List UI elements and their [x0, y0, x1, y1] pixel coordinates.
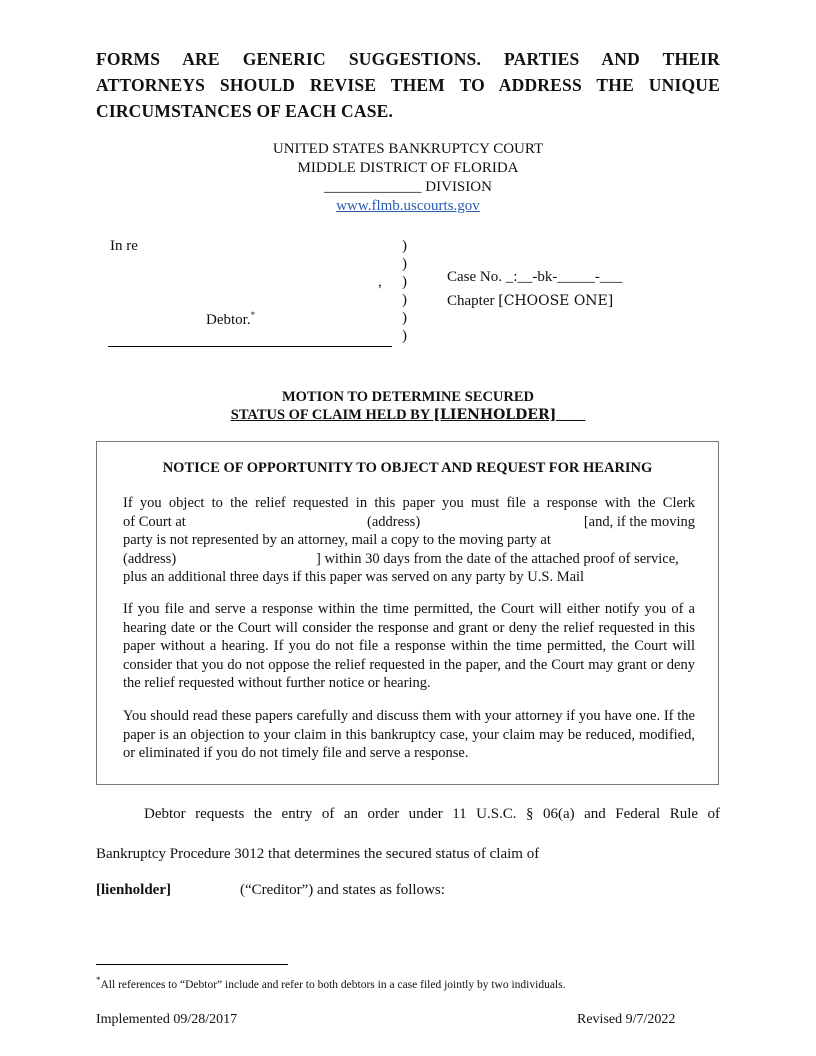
banner-line-1: FORMS ARE GENERIC SUGGESTIONS. PARTIES AND THEIR — [96, 49, 720, 69]
notice-p1-line-3: party is not represented by an attorney, mail a copy to the moving party at — [123, 532, 551, 548]
paren-5: ) — [402, 310, 407, 326]
footnote-marker: * — [96, 975, 101, 985]
footnote — [96, 975, 565, 991]
paren-1: ) — [402, 238, 407, 254]
motion-title-lienholder: [LIENHOLDER] — [433, 407, 557, 423]
paren-3: ) — [402, 274, 407, 290]
chapter-value: [CHOOSE ONE] — [498, 293, 614, 309]
paren-2: ) — [402, 256, 407, 272]
case-number: Case No. _:__-bk-_____-___ — [447, 269, 623, 285]
debtor-footnote-marker: * — [250, 310, 256, 320]
in-re-label: In re — [110, 238, 138, 254]
motion-title-line-2 — [0, 406, 816, 424]
footnote-rule — [96, 964, 288, 965]
notice-paragraph-1 — [123, 494, 695, 587]
body-lienholder: [lienholder] — [96, 882, 171, 898]
court-website-link[interactable]: www.flmb.uscourts.gov — [336, 198, 480, 214]
debtor-label — [206, 310, 255, 329]
notice-within-30-days: ] within 30 days from the date of the attached proof of service, — [316, 550, 679, 567]
body-line-1: Debtor requests the entry of an order under 11 U.S.C. § 06(a) and Federal Rule of — [144, 806, 720, 822]
body-line-3: (“Creditor”) and states as follows: — [240, 882, 445, 898]
court-name: UNITED STATES BANKRUPTCY COURT — [272, 141, 544, 157]
court-division — [0, 178, 816, 197]
notice-p1-line-5: plus an additional three days if this paper was served on any party by U.S. Mail — [123, 569, 585, 585]
caption-comma: , — [378, 274, 382, 290]
body-line-2: Bankruptcy Procedure 3012 that determines the secured status of claim of — [96, 846, 540, 862]
motion-title-line-1: MOTION TO DETERMINE SECURED — [281, 389, 535, 405]
division-label: DIVISION — [425, 179, 492, 195]
notice-p1-line-2 — [123, 513, 695, 532]
caption-parentheses — [402, 237, 407, 345]
banner-line-2: ATTORNEYS SHOULD REVISE THEM TO ADDRESS THE UNIQUE — [96, 75, 720, 95]
debtor-name-line — [108, 346, 392, 347]
banner-line-3: CIRCUMSTANCES OF EACH CASE. — [96, 101, 394, 121]
notice-paragraph-2: If you file and serve a response within the time permitted, the Court will either notify you of a hearing date or the Court will consider the response and grant or deny the relief requested in this paper without a hearing. If you do not file a response within the time permitted, the Court will consider that you do not oppose the relief requested in the paper, and the Court may grant or deny the relief requested without further notice or hearing. — [123, 601, 695, 691]
notice-address-2: (address) — [123, 550, 177, 567]
chapter-line — [447, 293, 613, 310]
division-blank: _____________ — [324, 179, 422, 195]
notice-p1-line-1: If you object to the relief requested in this paper you must file a response with the Clerk — [123, 495, 695, 511]
notice-paragraph-3: You should read these papers carefully and discuss them with your attorney if you have one. If the paper is an objection to your claim in this bankruptcy case, your claim may be reduced, modified, or eliminated if you do not timely file and serve a response. — [123, 708, 695, 761]
chapter-label: Chapter — [447, 293, 495, 309]
paren-4: ) — [402, 292, 407, 308]
motion-title — [0, 388, 816, 424]
notice-if-moving: [and, if the moving — [583, 513, 695, 530]
footer-implemented: Implemented 09/28/2017 — [96, 1012, 238, 1027]
generic-forms-banner — [96, 46, 720, 124]
notice-p1-line-4 — [123, 550, 695, 569]
footnote-text: All references to “Debtor” include and refer to both debtors in a case filed jointly by two individuals. — [100, 978, 566, 991]
debtor-label-text: Debtor. — [206, 312, 251, 328]
notice-court-at: of Court at — [123, 513, 186, 530]
paren-6: ) — [402, 328, 407, 344]
motion-title-blank: ____ — [556, 407, 586, 423]
motion-title-line-2-prefix: STATUS OF CLAIM HELD BY — [230, 407, 434, 423]
footer-revised: Revised 9/7/2022 — [577, 1012, 676, 1027]
notice-box — [96, 441, 719, 785]
notice-title: NOTICE OF OPPORTUNITY TO OBJECT AND REQUEST FOR HEARING — [162, 460, 653, 476]
court-header — [0, 140, 816, 216]
court-district: MIDDLE DISTRICT OF FLORIDA — [297, 160, 519, 176]
notice-address-1: (address) — [367, 513, 421, 530]
